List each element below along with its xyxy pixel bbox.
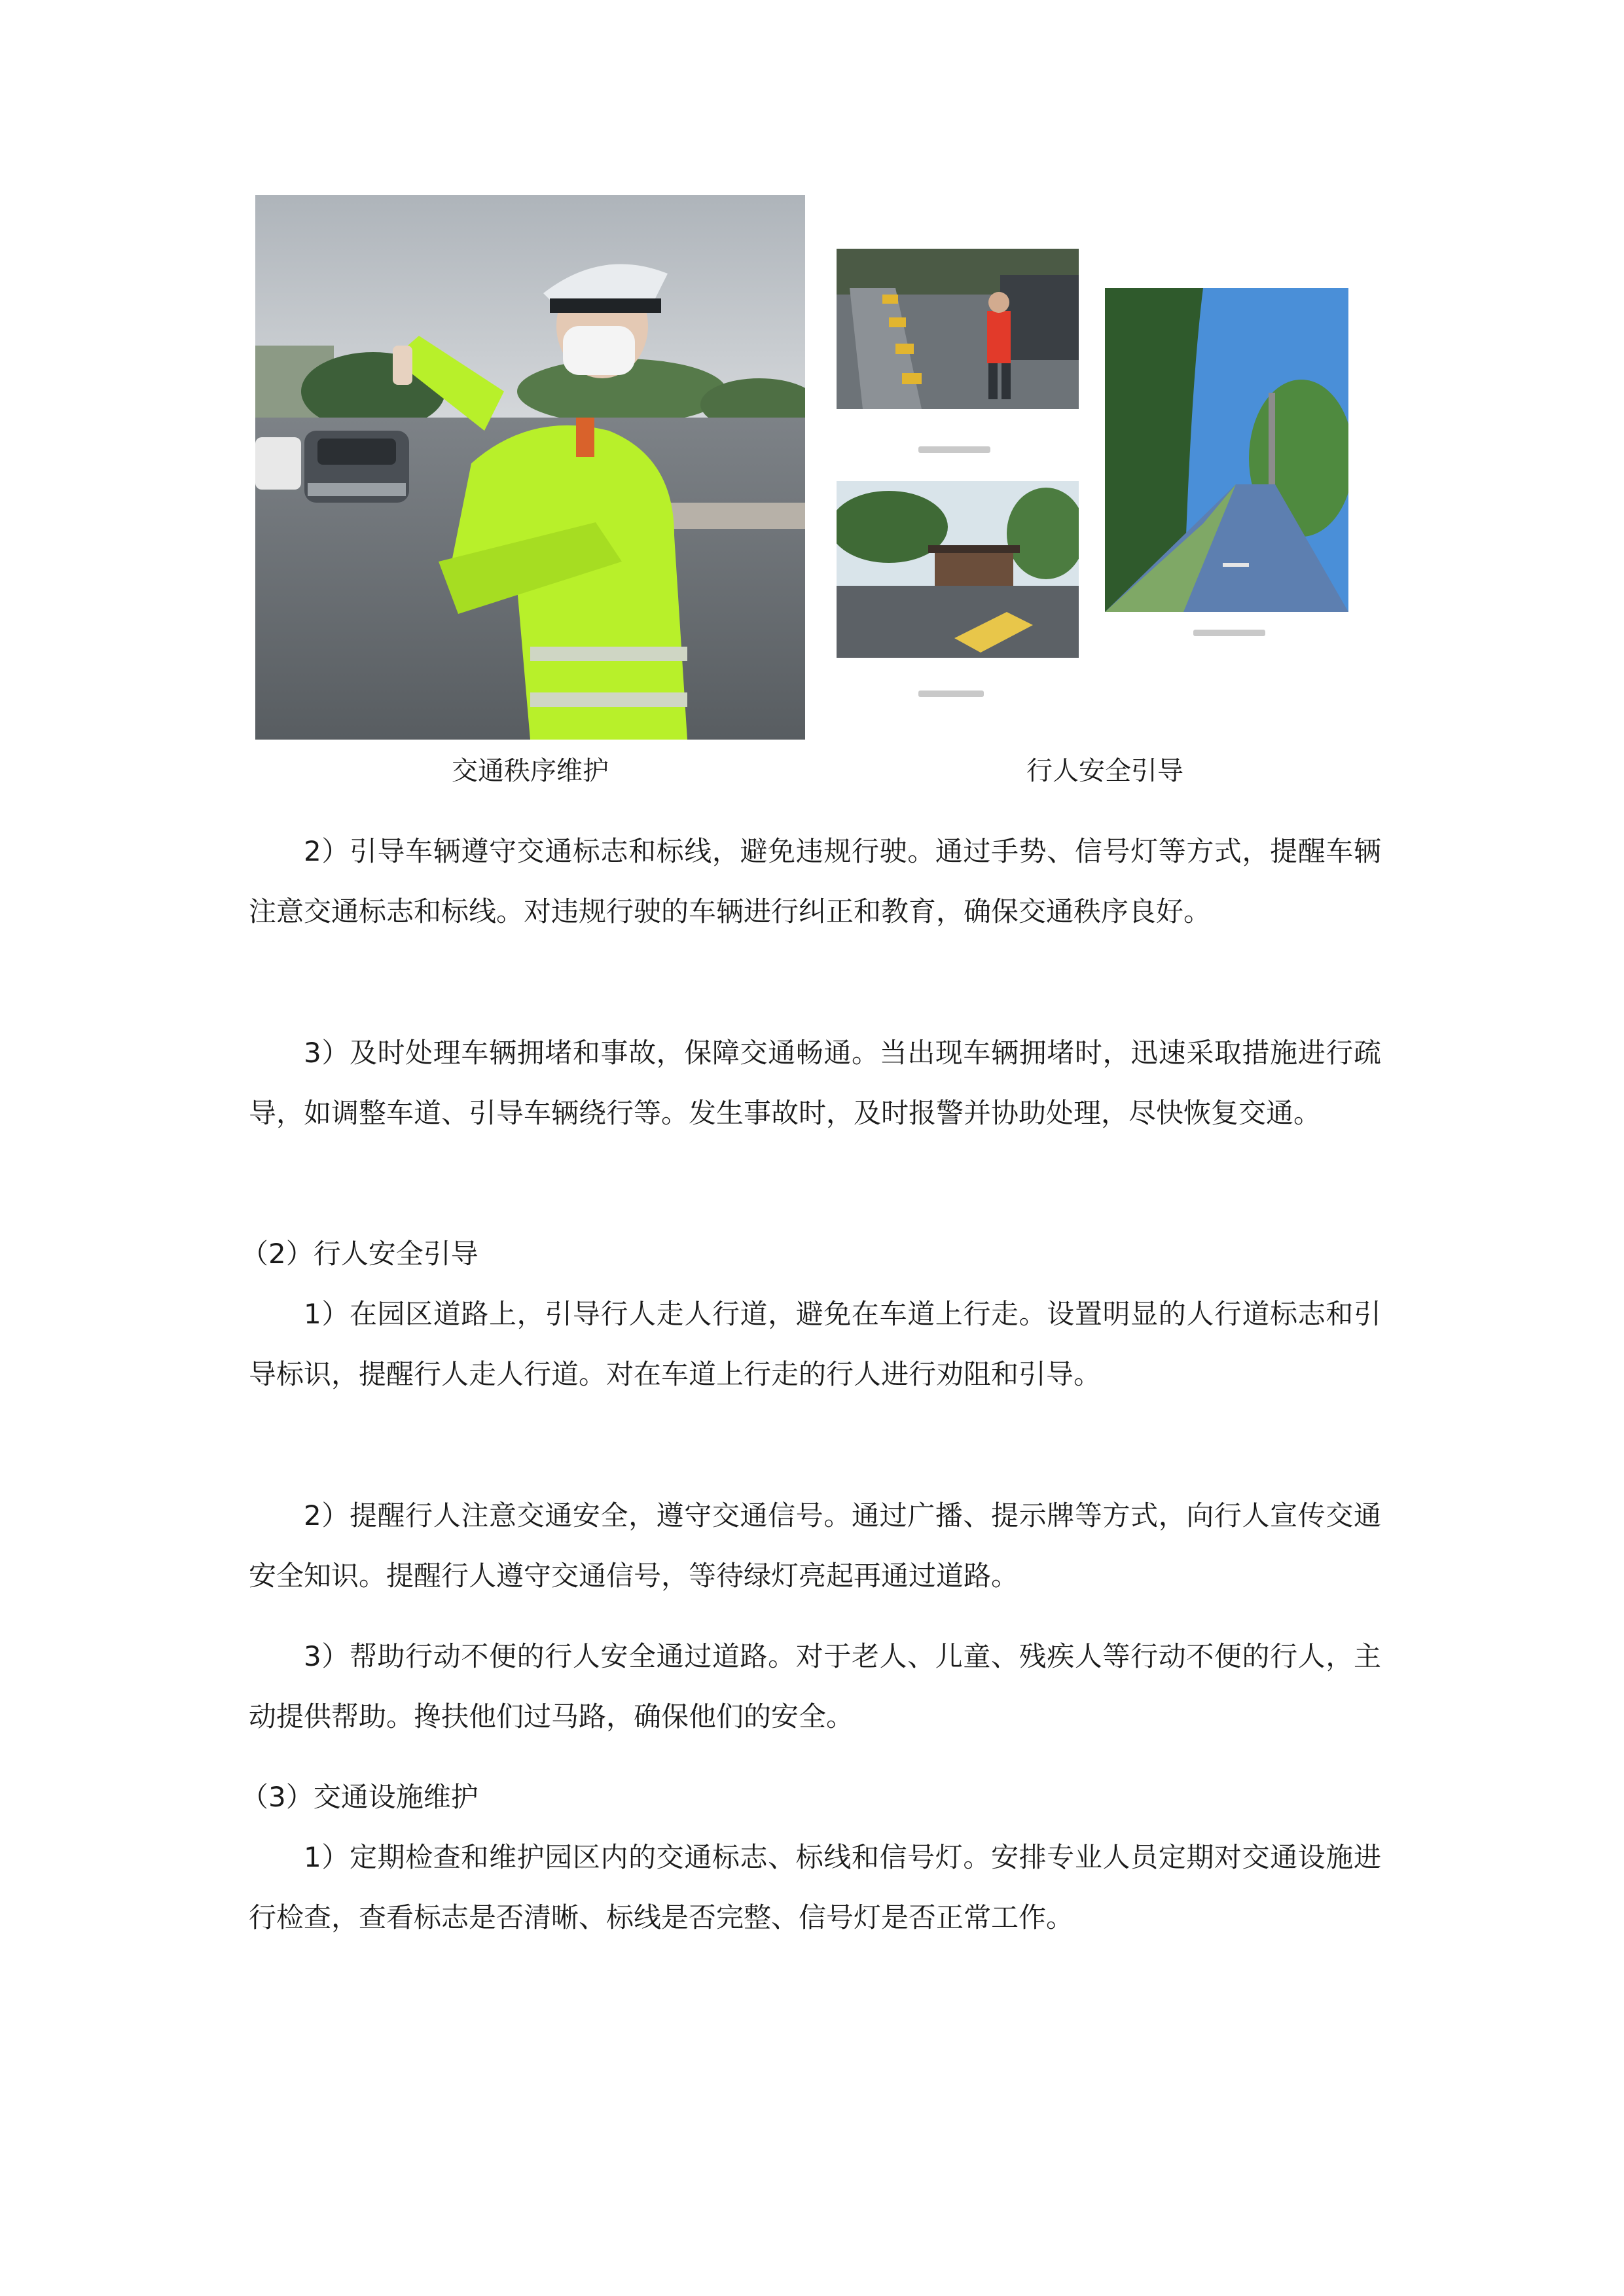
roadside-worker-photo <box>837 249 1079 409</box>
bus-stop-photo <box>837 481 1079 658</box>
collage-caption-mark <box>1193 630 1265 636</box>
roadside-worker-illustration <box>837 249 1079 409</box>
pedestrian-guidance-collage <box>830 236 1380 723</box>
collage-caption-mark <box>918 691 984 697</box>
paragraph-facility-inspection: 1）定期检查和维护园区内的交通标志、标线和信号灯。安排专业人员定期对交通设施进行检查，查看标志是否清晰、标线是否完整、信号灯是否正常工作。 <box>249 1841 1381 1933</box>
bus-stop-illustration <box>837 481 1079 658</box>
section-heading-pedestrian: （2）行人安全引导 <box>241 1238 478 1270</box>
traffic-officer-photo <box>255 195 805 740</box>
collage-caption-mark <box>918 446 990 453</box>
paragraph-pedestrian-walkway: 1）在园区道路上，引导行人走人行道，避免在车道上行走。设置明显的人行道标志和引导标识，提醒行人走人行道。对在车道上行走的行人进行劝阻和引导。 <box>249 1298 1381 1390</box>
sidewalk-illustration <box>1105 288 1348 612</box>
sidewalk-photo <box>1105 288 1348 612</box>
paragraph-congestion-handling: 3）及时处理车辆拥堵和事故，保障交通畅通。当出现车辆拥堵时，迅速采取措施进行疏导，如调整车道、引导车辆绕行等。发生事故时，及时报警并协助处理，尽快恢复交通。 <box>249 1037 1381 1129</box>
paragraph-assist-pedestrians: 3）帮助行动不便的行人安全通过道路。对于老人、儿童、残疾人等行动不便的行人，主动提供帮助。搀扶他们过马路，确保他们的安全。 <box>249 1640 1381 1732</box>
paragraph-traffic-guidance: 2）引导车辆遵守交通标志和标线，避免违规行驶。通过手势、信号灯等方式，提醒车辆注意交通标志和标线。对违规行驶的车辆进行纠正和教育，确保交通秩序良好。 <box>249 835 1381 927</box>
traffic-officer-illustration <box>255 195 805 740</box>
car-icon <box>304 431 409 503</box>
paragraph-pedestrian-signals: 2）提醒行人注意交通安全，遵守交通信号。通过广播、提示牌等方式，向行人宣传交通安全知识。提醒行人遵守交通信号，等待绿灯亮起再通过道路。 <box>249 1499 1381 1592</box>
section-heading-facility: （3）交通设施维护 <box>241 1781 478 1813</box>
figure-caption-left: 交通秩序维护 <box>452 756 609 786</box>
figure-caption-right: 行人安全引导 <box>1026 756 1183 786</box>
